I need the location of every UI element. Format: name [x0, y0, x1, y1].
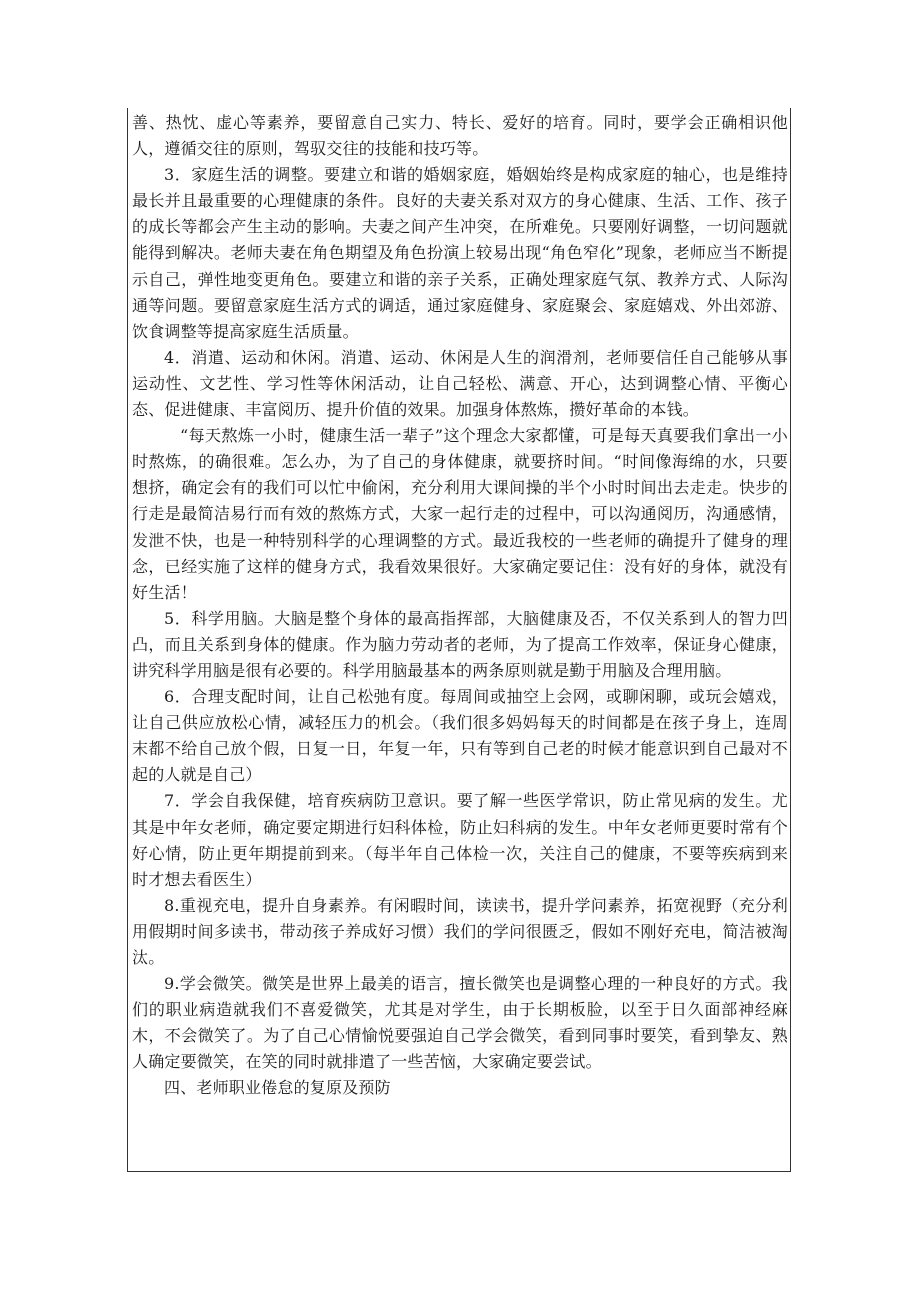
paragraph-self-healthcare: 7．学会自我保健，培育疾病防卫意识。要了解一些医学常识，防止常见病的发生。尤其是中年女老师，确定要定期进行妇科体检，防止妇科病的发生。中年女老师更要时常有个好心情，防止更年期提前到来。（每半年自己体检一次，关注自己的健康，不要等疾病到来时才想去看医生） [132, 791, 788, 889]
paragraph-smile: 9.学会微笑。微笑是世界上最美的语言，擅长微笑也是调整心理的一种良好的方式。我们的职业病造就我们不喜爱微笑，尤其是对学生，由于长期板脸，以至于日久面部神经麻木，不会微笑了。为了自己心情愉悦要强迫自己学会微笑，看到同事时要笑，看到挚友、熟人确定要微笑，在笑的同时就排遣了一些苦恼，大家确定要尝试。 [132, 974, 788, 1072]
paragraph-family-life: 3．家庭生活的调整。要建立和谐的婚姻家庭，婚姻始终是构成家庭的轴心，也是维持最长并且最重要的心理健康的条件。良好的夫妻关系对双方的身心健康、生活、工作、孩子的成长等都会产生主动的影响。夫妻之间产生冲突，在所难免。只要刚好调整，一切问题就能得到解决。老师夫妻在角色期望及角色扮演上较易出现“角色窄化”现象，老师应当不断提示自己，弹性地变更角色。要建立和谐的亲子关系，正确处理家庭气氛、教养方式、人际沟通等问题。要留意家庭生活方式的调适，通过家庭健身、家庭聚会、家庭嬉戏、外出郊游、饮食调整等提高家庭生活质量。 [132, 165, 788, 341]
paragraph-recharge: 8.重视充电，提升自身素养。有闲暇时间，读读书，提升学问素养，拓宽视野（充分利用假期时间多读书，带动孩子养成好习惯）我们的学问很匮乏，假如不刚好充电，简洁被淘汰。 [132, 895, 788, 967]
paragraph-leisure-exercise: 4．消遣、运动和休闲。消遣、运动、休闲是人生的润滑剂，老师要信任自己能够从事运动性、文艺性、学习性等休闲活动，让自己轻松、满意、开心，达到调整心情、平衡心态、促进健康、丰富阅历、提升价值的效果。加强身体熬炼，攒好革命的本钱。 [132, 347, 788, 420]
section-heading-burnout-recovery: 四、老师职业倦怠的复原及预防 [164, 1078, 391, 1098]
paragraph-daily-exercise: “每天熬炼一小时，健康生活一辈子”这个理念大家都懂，可是每天真要我们拿出一小时熬炼，的确很难。怎么办，为了自己的身体健康，就要挤时间。“时间像海绵的水，只要想挤，确定会有的我们可以忙中偷闲，充分利用大课间操的半个小时时间出去走走。快步的行走是最简洁易行而有效的熬炼方式，大家一起行走的过程中，可以沟通阅历，沟通感情，发泄不快，也是一种特别科学的心理调整的方式。最近我校的一些老师的确提升了健身的理念，已经实施了这样的健身方式，我看效果很好。大家确定要记住：没有好的身体，就没有好生活！ [132, 426, 788, 602]
paragraph-time-management: 6．合理支配时间，让自己松弛有度。每周间或抽空上会网，或聊闲聊，或玩会嬉戏，让自己供应放松心情，减轻压力的机会。（我们很多妈妈每天的时间都是在孩子身上，连周末都不给自己放个假，日复一日，年复一年，只有等到自己老的时候才能意识到自己最对不起的人就是自己） [132, 687, 788, 785]
paragraph-scientific-brain-use: 5．科学用脑。大脑是整个身体的最高指挥部，大脑健康及否，不仅关系到人的智力凹凸，而且关系到身体的健康。作为脑力劳动者的老师，为了提高工作效率，保证身心健康，讲究科学用脑是很有必要的。科学用脑最基本的两条原则就是勤于用脑及合理用脑。 [132, 608, 788, 680]
paragraph-social-skills: 善、热忱、虚心等素养，要留意自己实力、特长、爱好的培育。同时，要学会正确相识他人，遵循交往的原则，驾驭交往的技能和技巧等。 [132, 113, 788, 159]
document-body [132, 110, 788, 1102]
